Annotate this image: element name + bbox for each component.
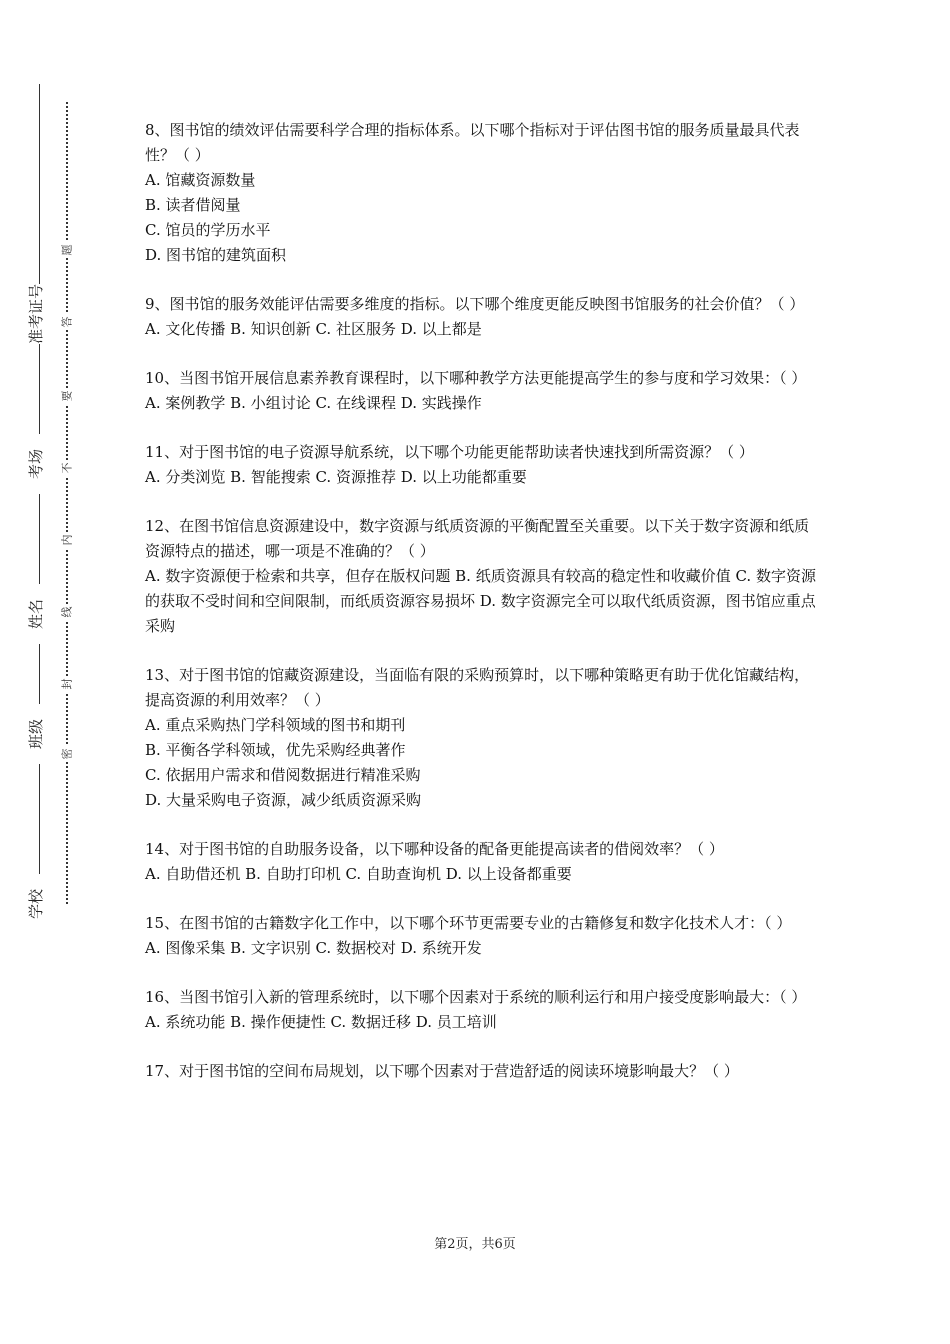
question-10 (145, 366, 817, 416)
question-stem: 10、当图书馆开展信息素养教育课程时，以下哪种教学方法更能提高学生的参与度和学习效果：（ ） (145, 369, 807, 387)
binding-margin (18, 80, 50, 930)
seal-char: 题 (58, 242, 74, 258)
seal-char: 不 (58, 460, 74, 476)
label-exam-number: 准考证号 (27, 283, 46, 345)
option-b: B. 读者借阅量 (145, 196, 241, 214)
label-school: 学校 (27, 888, 46, 920)
options-line: A. 分类浏览 B. 智能搜索 C. 资源推荐 D. 以上功能都重要 (145, 468, 527, 486)
label-exam-room: 考场 (27, 448, 46, 480)
seal-char: 密 (58, 746, 74, 762)
option-a: A. 重点采购热门学科领域的图书和期刊 (145, 716, 406, 734)
options-line: A. 系统功能 B. 操作便捷性 C. 数据迁移 D. 员工培训 (145, 1013, 497, 1031)
label-name: 姓名 (27, 598, 46, 630)
question-14 (145, 837, 817, 887)
question-stem: 17、对于图书馆的空间布局规划，以下哪个因素对于营造舒适的阅读环境影响最大？（ ） (145, 1062, 739, 1080)
label-class: 班级 (27, 718, 46, 750)
field-line (39, 764, 40, 874)
question-stem: 16、当图书馆引入新的管理系统时，以下哪个因素对于系统的顺利运行和用户接受度影响最大：（ ） (145, 988, 807, 1006)
question-stem: 12、在图书馆信息资源建设中，数字资源与纸质资源的平衡配置至关重要。以下关于数字资源和纸质资源特点的描述，哪一项是不准确的？（ ） (145, 517, 810, 560)
options-line: A. 数字资源便于检索和共享，但存在版权问题 B. 纸质资源具有较高的稳定性和收藏价值 C. 数字资源的获取不受时间和空间限制，而纸质资源容易损坏 D. 数字资源完全可以取代纸质资源，图书馆应重点采购 (145, 567, 816, 635)
option-b: B. 平衡各学科领域，优先采购经典著作 (145, 741, 406, 759)
seal-char: 封 (58, 676, 74, 692)
option-c: C. 依据用户需求和借阅数据进行精准采购 (145, 766, 421, 784)
question-9 (145, 292, 817, 342)
seal-char: 线 (58, 604, 74, 620)
field-line (39, 644, 40, 704)
field-line (39, 84, 40, 284)
option-d: D. 大量采购电子资源，减少纸质资源采购 (145, 791, 422, 809)
seal-char: 要 (58, 388, 74, 404)
question-16 (145, 985, 817, 1035)
question-stem: 13、对于图书馆的馆藏资源建设，当面临有限的采购预算时，以下哪种策略更有助于优化馆藏结构，提高资源的利用效率？（ ） (145, 666, 810, 709)
option-d: D. 图书馆的建筑面积 (145, 246, 287, 264)
question-12 (145, 514, 817, 639)
question-15 (145, 911, 817, 961)
field-line (39, 344, 40, 434)
option-a: A. 馆藏资源数量 (145, 171, 256, 189)
page-number: 第2页，共6页 (434, 1237, 516, 1252)
question-list (145, 118, 817, 1108)
question-stem: 9、图书馆的服务效能评估需要多维度的指标。以下哪个维度更能反映图书馆服务的社会价值？（ ） (145, 295, 805, 313)
question-stem: 8、图书馆的绩效评估需要科学合理的指标体系。以下哪个指标对于评估图书馆的服务质量最具代表性？（ ） (145, 121, 800, 164)
field-line (39, 494, 40, 584)
option-c: C. 馆员的学历水平 (145, 221, 271, 239)
options-line: A. 案例教学 B. 小组讨论 C. 在线课程 D. 实践操作 (145, 394, 482, 412)
question-8 (145, 118, 817, 268)
question-11 (145, 440, 817, 490)
options-line: A. 文化传播 B. 知识创新 C. 社区服务 D. 以上都是 (145, 320, 482, 338)
seal-dotted-line (66, 102, 68, 904)
question-17 (145, 1059, 817, 1084)
question-stem: 15、在图书馆的古籍数字化工作中，以下哪个环节更需要专业的古籍修复和数字化技术人才：（ ） (145, 914, 792, 932)
options-line: A. 图像采集 B. 文字识别 C. 数据校对 D. 系统开发 (145, 939, 482, 957)
seal-char: 内 (58, 532, 74, 548)
question-stem: 14、对于图书馆的自助服务设备，以下哪种设备的配备更能提高读者的借阅效率？（ ） (145, 840, 724, 858)
seal-char: 答 (58, 314, 74, 330)
options-line: A. 自助借还机 B. 自助打印机 C. 自助查询机 D. 以上设备都重要 (145, 865, 572, 883)
question-13 (145, 663, 817, 813)
question-stem: 11、对于图书馆的电子资源导航系统，以下哪个功能更能帮助读者快速找到所需资源？（ ） (145, 443, 754, 461)
